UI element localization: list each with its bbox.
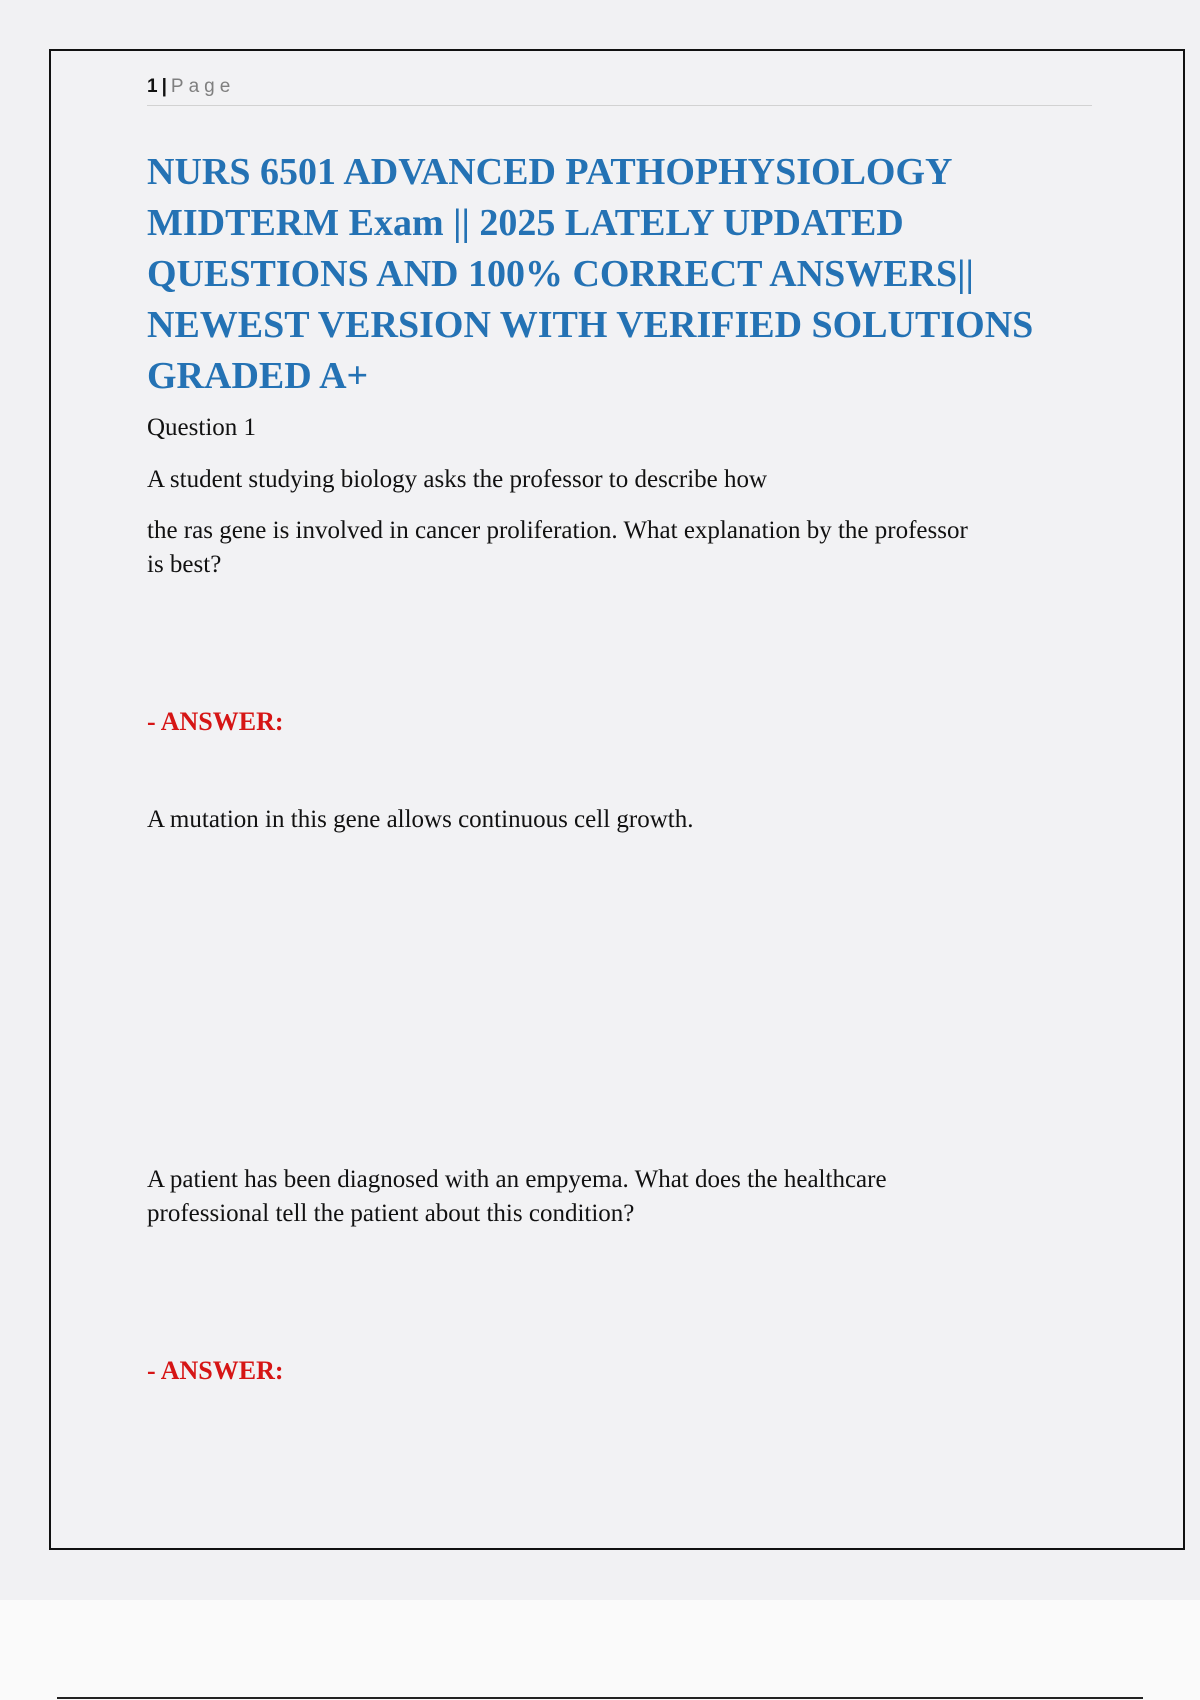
title-line: NURS 6501 ADVANCED PATHOPHYSIOLOGY	[147, 151, 953, 193]
document-title	[147, 147, 1147, 402]
title-line: NEWEST VERSION WITH VERIFIED SOLUTIONS	[147, 304, 1034, 346]
title-line: GRADED A+	[147, 355, 369, 397]
question-2-answer-label: - ANSWER:	[147, 1356, 284, 1385]
title-line: MIDTERM Exam || 2025 LATELY UPDATED	[147, 202, 904, 244]
next-page-preview	[0, 1600, 1200, 1700]
question-1-text-line: A student studying biology asks the professor to describe how	[147, 466, 768, 493]
document-page	[49, 49, 1185, 1550]
title-line: QUESTIONS AND 100% CORRECT ANSWERS||	[147, 253, 974, 295]
question-2-text-line: A patient has been diagnosed with an empyema. What does the healthcare	[147, 1166, 887, 1193]
page-header	[147, 75, 1092, 106]
question-2-text-line: professional tell the patient about this condition?	[147, 1200, 635, 1227]
page-number: 1	[147, 76, 158, 97]
question-1-text-line: the ras gene is involved in cancer proliferation. What explanation by the professor	[147, 517, 968, 544]
question-1-answer-text: A mutation in this gene allows continuous cell growth.	[147, 806, 694, 833]
page-label: Page	[170, 76, 236, 97]
question-1-label: Question 1	[147, 414, 257, 441]
question-1-answer-label: - ANSWER:	[147, 707, 284, 736]
question-1-text-line: is best?	[147, 551, 222, 578]
page-separator: |	[161, 76, 167, 97]
page-divider	[57, 1697, 1143, 1699]
